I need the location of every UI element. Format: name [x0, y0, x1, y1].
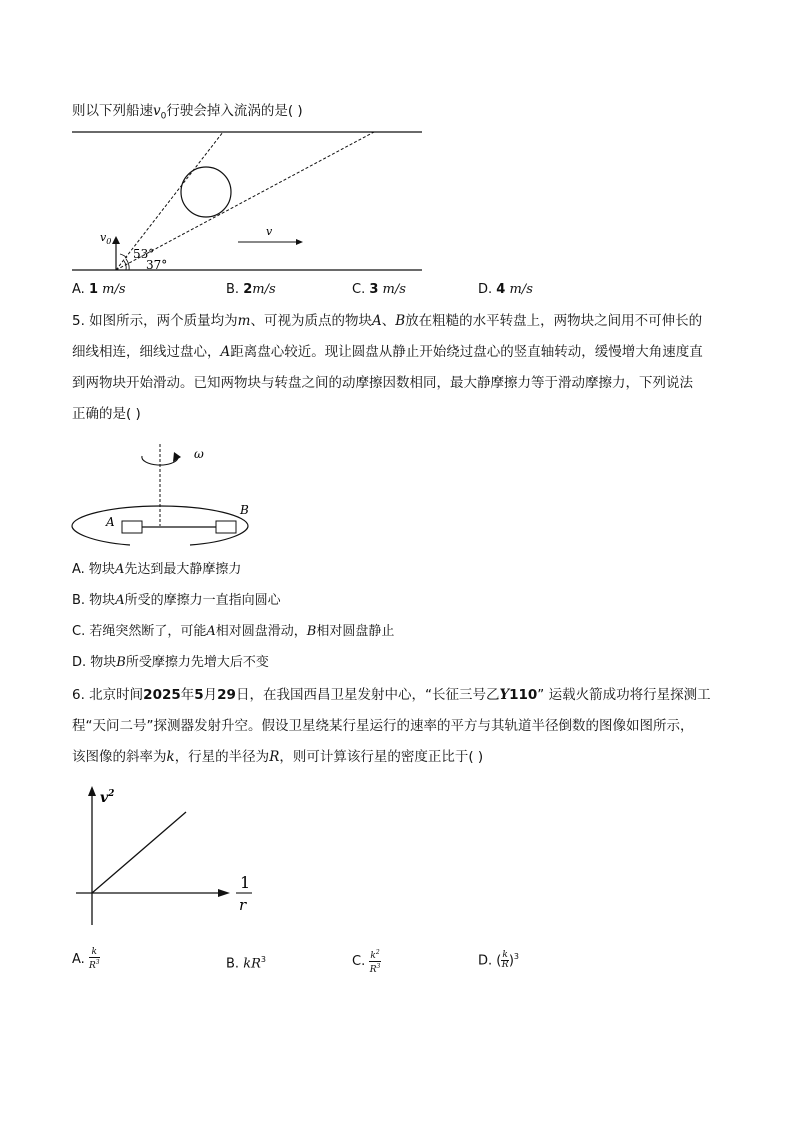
block-b — [216, 521, 236, 533]
q6-option-b[interactable]: B. $kR^3$ — [226, 955, 266, 972]
q5-option-a[interactable]: A. 物块A先达到最大静摩擦力 — [72, 562, 242, 577]
q6-option-c[interactable]: C. $\frac{k^2}{R^3}$ — [352, 949, 381, 975]
x-axis-label-num: 1 — [240, 873, 251, 892]
q6-stem-line2: 程“天问二号”探测器发射升空。假设卫星绕某行星运行的速率的平方与其轨道半径倒数的图像如图所示， — [72, 718, 694, 734]
current-v-label: v — [266, 225, 273, 238]
block-a — [122, 521, 142, 533]
q4-river-figure — [70, 124, 430, 274]
omega-label: ω — [194, 447, 204, 461]
angle-37-label: 37° — [146, 258, 168, 272]
q4-option-b[interactable]: B. 2m/s — [226, 282, 276, 297]
q5-option-c[interactable]: C. 若绳突然断了，可能A相对圆盘滑动，B相对圆盘静止 — [72, 624, 395, 639]
v0-label: $v_0$ — [100, 231, 112, 246]
q6-stem-line3: 该图像的斜率为k，行星的半径为R，则可计算该行星的密度正比于( ) — [72, 749, 484, 765]
angle-53-label: 53° — [133, 247, 155, 261]
angle-arc-outer — [120, 254, 127, 258]
x-axis-label-den: r — [239, 896, 247, 914]
label-a: A — [106, 515, 115, 529]
x-axis-arrow — [218, 889, 230, 897]
q5-option-d[interactable]: D. 物块B所受摩擦力先增大后不变 — [72, 655, 269, 670]
q5-stem-line2: 细线相连，细线过盘心，A距离盘心较近。现让圆盘从静止开始绕过盘心的竖直轴转动，缓慢增大角速度直 — [72, 344, 703, 360]
q6-option-d[interactable]: D. ( $\frac{k}{R}$ )$^3$ — [478, 950, 520, 971]
q6-v2-vs-1r-graph — [70, 780, 270, 930]
q5-stem-line1: 5. 如图所示，两个质量均为m、可视为质点的物块A、B放在粗糙的水平转盘上，两物块之间用不可伸长的 — [72, 313, 703, 329]
label-b: B — [240, 503, 249, 517]
vortex-circle — [181, 167, 231, 217]
q5-turntable-figure — [70, 440, 270, 550]
q4-stem-end: 则以下列船速$v_0$行驶会掉入流涡的是( ) — [72, 103, 303, 122]
q4-option-a[interactable]: A. 1 m/s — [72, 282, 126, 297]
dashed-line-37 — [116, 132, 374, 270]
q5-stem-line4: 正确的是( ) — [72, 406, 141, 422]
q4-option-d[interactable]: D. 4 m/s — [478, 282, 533, 297]
q6-stem-line1: 6. 北京时间2025年5月29日，在我国西昌卫星发射中心，“长征三号乙Y110” 运载火箭成功将行星探测工 — [72, 687, 711, 703]
y-axis-arrow — [88, 786, 96, 796]
q4-option-c[interactable]: C. 3 m/s — [352, 282, 406, 297]
graph-line — [92, 812, 186, 893]
current-arrowhead — [296, 239, 303, 245]
y-axis-label: $v^2$ — [100, 789, 115, 806]
q5-option-b[interactable]: B. 物块A所受的摩擦力一直指向圆心 — [72, 593, 281, 608]
q6-option-a[interactable]: A. $\frac{k}{R^3}$ — [72, 947, 100, 971]
q5-stem-line3: 到两物块开始滑动。已知两物块与转盘之间的动摩擦因数相同，最大静摩擦力等于滑动摩擦力，下列说法 — [72, 375, 693, 391]
v0-arrowhead — [112, 236, 120, 244]
